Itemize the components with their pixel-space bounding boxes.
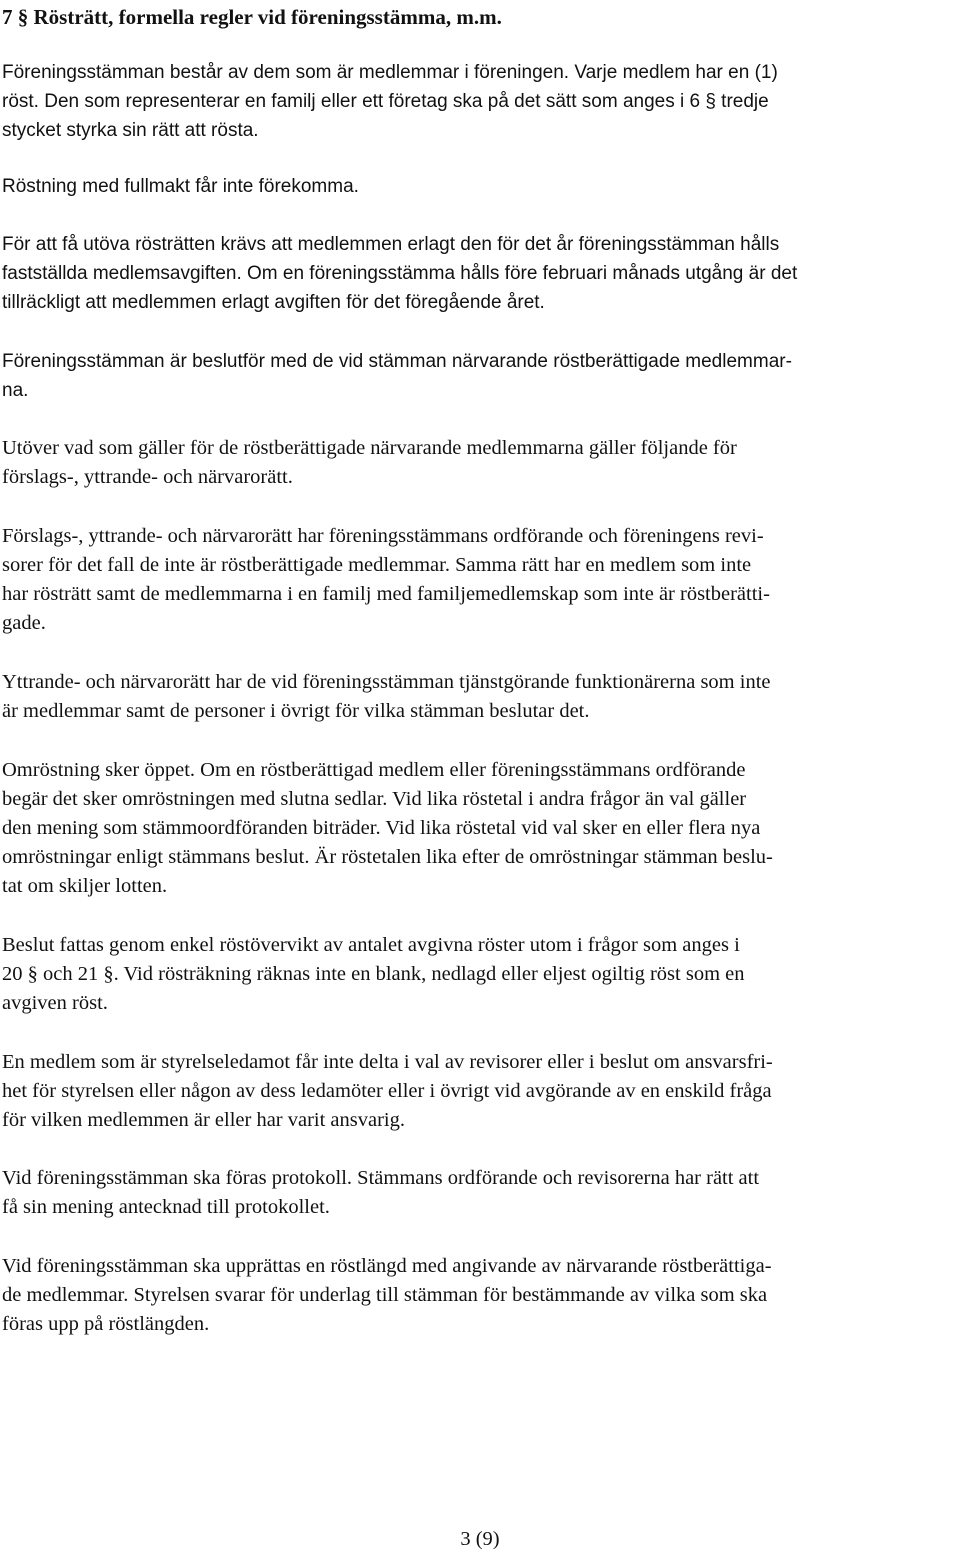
paragraph-quorum [2,347,792,405]
text-line: förslags-, yttrande- och närvarorätt. [2,466,293,488]
section-heading: 7 § Rösträtt, formella regler vid föreningsstämma, m.m. [2,5,502,29]
paragraph-proxy-voting [2,172,359,201]
text-line: avgiven röst. [2,992,108,1014]
text-line: Utöver vad som gäller för de röstberättigade närvarande medlemmarna gäller följande för [2,437,737,459]
paragraph-speaking-rights [2,668,771,726]
paragraph-membership-vote [2,58,778,145]
text-line: för vilken medlemmen är eller har varit ansvarig. [2,1109,406,1131]
text-line: den mening som stämmoordföranden biträder. Vid lika röstetal vid val sker en eller flera nya [2,817,761,839]
text-line: är medlemmar samt de personer i övrigt för vilka stämman beslutar det. [2,700,590,722]
text-line: Föreningsstämman är beslutför med de vid stämman närvarande röstberättigade medlemmar- [2,351,792,372]
text-line: de medlemmar. Styrelsen svarar för underlag till stämman för bestämmande av vilka som ska [2,1284,768,1306]
text-line: Vid föreningsstämman ska upprättas en röstlängd med angivande av närvarande röstberättiga- [2,1255,772,1277]
paragraph-decision-majority [2,931,745,1018]
text-line: het för styrelsen eller någon av dess ledamöter eller i övrigt vid avgörande av en enskild fråga [2,1080,772,1102]
text-line: Förslags-, yttrande- och närvarorätt har föreningsstämmans ordförande och föreningens revi- [2,525,764,547]
text-line: na. [2,380,29,401]
text-line: få sin mening antecknad till protokollet. [2,1196,330,1218]
paragraph-minutes [2,1164,759,1222]
text-line: En medlem som är styrelseledamot får inte delta i val av revisorer eller i beslut om ansvarsfri- [2,1051,773,1073]
paragraph-voting-register [2,1252,772,1339]
text-line: stycket styrka sin rätt att rösta. [2,120,259,141]
page-number: 3 (9) [460,1528,500,1550]
text-line: Föreningsstämman består av dem som är medlemmar i föreningen. Varje medlem har en (1) [2,62,778,83]
text-line: 20 § och 21 §. Vid rösträkning räknas inte en blank, nedlagd eller eljest ogiltig röst som en [2,963,745,985]
text-line: röst. Den som representerar en familj eller ett företag ska på det sätt som anges i 6 § tredje [2,91,769,112]
text-line: Vid föreningsstämman ska föras protokoll. Stämmans ordförande och revisorerna har rätt att [2,1167,760,1189]
text-line: Röstning med fullmakt får inte förekomma. [2,176,359,197]
paragraph-voting-procedure [2,756,773,901]
text-line: Beslut fattas genom enkel röstövervikt av antalet avgivna röster utom i frågor som anges i [2,934,740,956]
paragraph-fee-requirement [2,230,797,317]
text-line: sorer för det fall de inte är röstberättigade medlemmar. Samma rätt har en medlem som inte [2,554,752,576]
text-line: Yttrande- och närvarorätt har de vid föreningsstämman tjänstgörande funktionärerna som inte [2,671,771,693]
text-line: gade. [2,612,46,634]
text-line: har rösträtt samt de medlemmarna i en familj med familjemedlemskap som inte är röstberätti- [2,583,770,605]
text-line: föras upp på röstlängden. [2,1313,210,1335]
text-line: Omröstning sker öppet. Om en röstberättigad medlem eller föreningsstämmans ordförande [2,759,746,781]
text-line: tat om skiljer lotten. [2,875,168,897]
text-line: tillräckligt att medlemmen erlagt avgiften för det föregående året. [2,292,545,313]
paragraph-board-member-restriction [2,1048,773,1135]
text-line: begär det sker omröstningen med slutna sedlar. Vid lika röstetal i andra frågor än val gäller [2,788,747,810]
paragraph-proposal-rights [2,522,770,638]
text-line: För att få utöva rösträtten krävs att medlemmen erlagt den för det år föreningsstämman hålls [2,234,780,255]
paragraph-additional-rights [2,434,737,492]
text-line: omröstningar enligt stämmans beslut. Är röstetalen lika efter de omröstningar stämman beslu- [2,846,773,868]
text-line: fastställda medlemsavgiften. Om en föreningsstämma hålls före februari månads utgång är det [2,263,798,284]
